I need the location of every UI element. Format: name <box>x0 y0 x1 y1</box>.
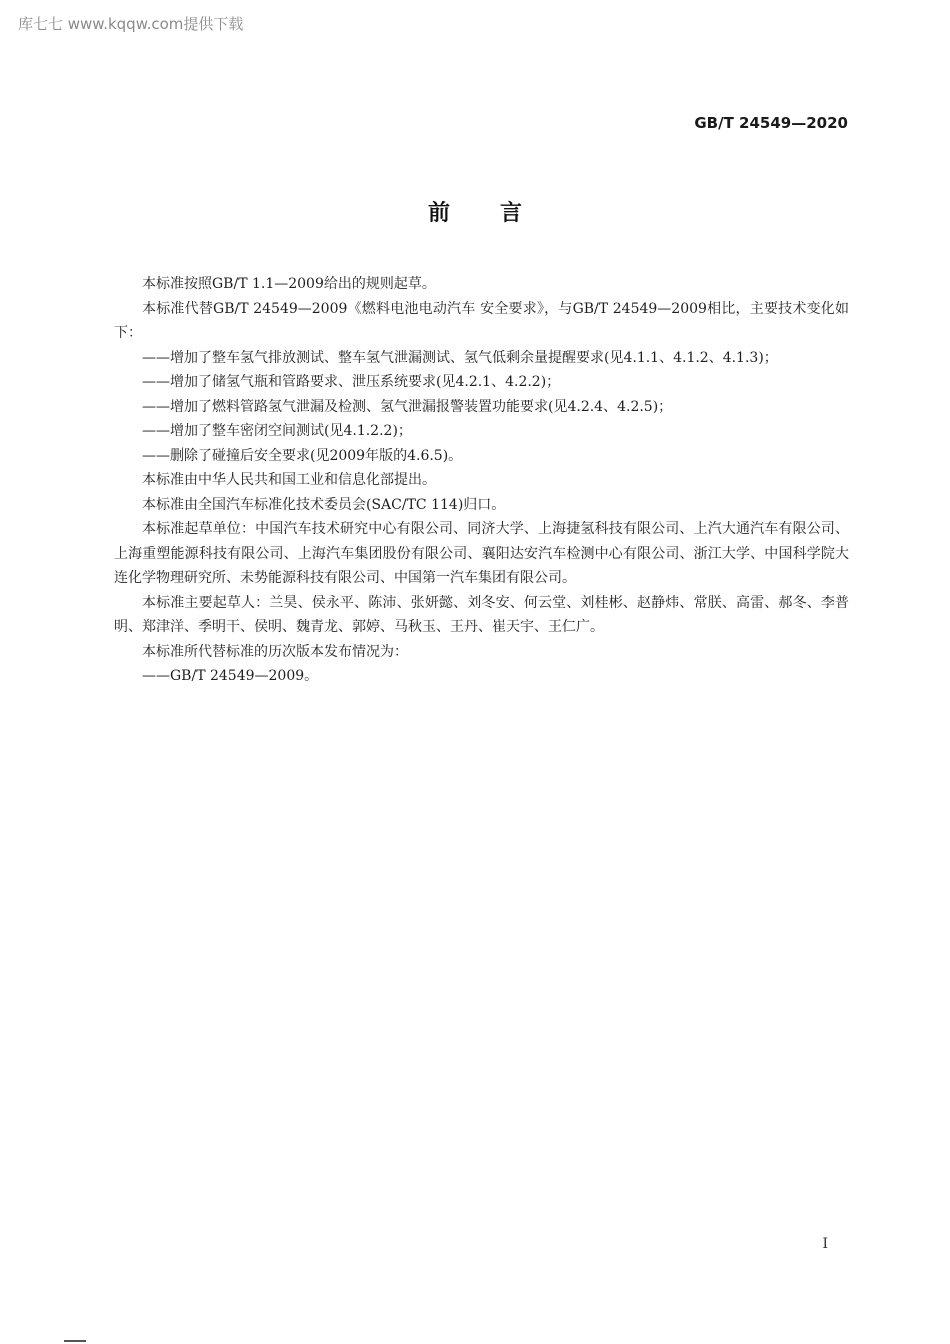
paragraph-drafting-units: 本标准起草单位：中国汽车技术研究中心有限公司、同济大学、上海捷氢科技有限公司、上汽大通汽车有限公司、上海重塑能源科技有限公司、上海汽车集团股份有限公司、襄阳达安汽车检测中心有限公司、浙江大学、中国科学院大连化学物理研究所、未势能源科技有限公司、中国第一汽车集团有限公司。 <box>114 521 849 586</box>
paragraph-drafting-rules: 本标准按照GB/T 1.1—2009给出的规则起草。 <box>142 276 436 292</box>
paragraph-administrator: 本标准由全国汽车标准化技术委员会(SAC/TC 114)归口。 <box>142 496 506 513</box>
watermark-text: 库七七 www.kqqw.com提供下载 <box>18 15 244 33</box>
history-item-1: ——GB/T 24549—2009。 <box>142 668 319 684</box>
paragraph-history-intro: 本标准所代替标准的历次版本发布情况为： <box>142 643 408 660</box>
page-number: I <box>822 1236 828 1252</box>
paragraph-replacement: 本标准代替GB/T 24549—2009《燃料电池电动汽车 安全要求》，与GB/T 24549—2009相比，主要技术变化如下： <box>114 300 849 341</box>
change-item-5: ——删除了碰撞后安全要求(见2009年版的4.6.5)。 <box>142 447 463 464</box>
page-title: 前言 <box>427 201 572 226</box>
standard-code: GB/T 24549—2020 <box>694 114 848 132</box>
paragraph-proposer: 本标准由中华人民共和国工业和信息化部提出。 <box>142 472 436 488</box>
change-item-3: ——增加了燃料管路氢气泄漏及检测、氢气泄漏报警装置功能要求(见4.2.4、4.2.5)； <box>142 398 673 415</box>
paragraph-drafters: 本标准主要起草人：兰昊、侯永平、陈沛、张妍懿、刘冬安、何云堂、刘桂彬、赵静炜、常朕、高雷、郝冬、李普明、郑津洋、季明干、侯明、魏青龙、郭婷、马秋玉、王丹、崔天宇、王仁广。 <box>114 594 849 635</box>
change-item-1: ——增加了整车氢气排放测试、整车氢气泄漏测试、氢气低剩余量提醒要求(见4.1.1、4.1.2、4.1.3)； <box>142 349 778 366</box>
change-item-2: ——增加了储氢气瓶和管路要求、泄压系统要求(见4.2.1、4.2.2)； <box>142 374 561 390</box>
change-item-4: ——增加了整车密闭空间测试(见4.1.2.2)； <box>142 423 412 439</box>
foreword-body <box>114 272 849 689</box>
corner-mark <box>64 1340 86 1342</box>
